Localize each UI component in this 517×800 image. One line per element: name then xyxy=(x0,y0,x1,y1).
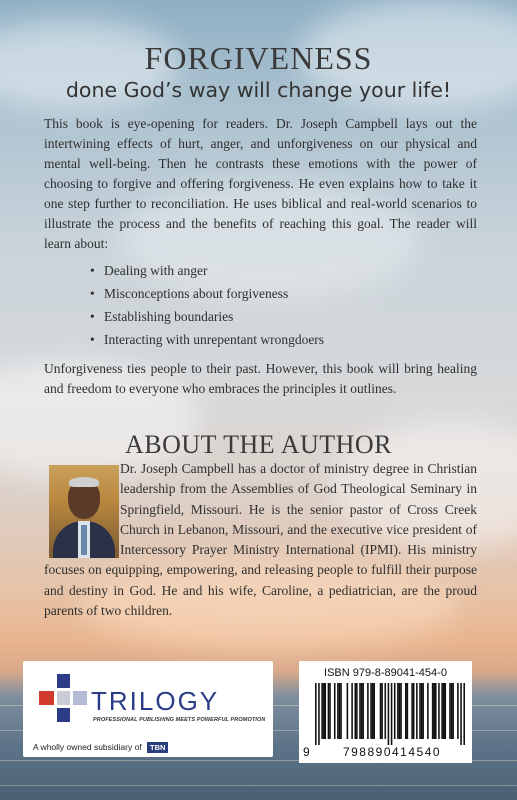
barcode-bar xyxy=(449,683,451,739)
barcode-bar xyxy=(438,683,440,739)
publisher-tagline: PROFESSIONAL PUBLISHING MEETS POWERFUL PROMOTION xyxy=(93,717,266,723)
barcode-bar xyxy=(441,683,443,739)
barcode-bar xyxy=(397,683,399,739)
barcode-bar xyxy=(329,683,331,739)
tbn-logo: TBN xyxy=(147,742,168,753)
barcode-bar xyxy=(340,683,342,739)
list-item: • Interacting with unrepentant wrongdoers xyxy=(104,330,324,353)
barcode-bar xyxy=(381,683,383,739)
barcode-bar xyxy=(463,683,465,745)
barcode-bar xyxy=(457,683,459,739)
author-bio-block xyxy=(44,459,477,621)
barcode-bar xyxy=(380,683,382,739)
ean-first-digit: 9 xyxy=(303,745,310,759)
barcode-bar xyxy=(324,683,326,739)
barcode-bar xyxy=(451,683,453,739)
barcode-bar xyxy=(399,683,401,739)
barcode-bar xyxy=(444,683,446,739)
isbn-label: ISBN 979-8-89041-454-0 xyxy=(324,667,447,679)
barcode-box xyxy=(299,661,472,763)
barcode-bar xyxy=(361,683,363,739)
barcode-bar xyxy=(433,683,435,739)
barcode-bar xyxy=(435,683,437,739)
barcode-bar xyxy=(315,683,317,745)
barcode-bar xyxy=(339,683,341,739)
barcode-bar xyxy=(432,683,434,739)
book-blurb: This book is eye-opening for readers. Dr. Joseph Campbell lays out the intertwining effects of hurt, anger, and unforgiveness on our physical and mental well-being. Then he contrasts these emotions with the power of choosing to forgive and offering forgiveness. He even explains how to take it one step further to reconciliation. He uses biblical and real-world scenarios to illustrate the process and the benefits of reaching this goal. The reader will learn about: xyxy=(44,116,477,251)
barcode-bar xyxy=(416,683,418,739)
barcode-bar xyxy=(411,683,413,739)
barcode-bar xyxy=(400,683,402,739)
book-subtitle: done God’s way will change your life! xyxy=(65,78,452,102)
barcode-bar xyxy=(419,683,421,739)
barcode-bar xyxy=(354,683,356,739)
barcode-bar xyxy=(421,683,423,739)
closing-paragraph: Unforgiveness ties people to their past. However, this book will bring healing and freedom to everyone who embraces the principles it outlines. xyxy=(44,361,477,396)
barcode-bar xyxy=(422,683,424,739)
publisher-name: TRILOGY xyxy=(91,686,220,716)
barcode-bar xyxy=(413,683,415,739)
barcode-bar xyxy=(407,683,409,739)
barcode-bar xyxy=(337,683,339,739)
barcode-bars xyxy=(315,683,465,745)
barcode-bar xyxy=(351,683,353,739)
book-title: FORGIVENESS xyxy=(144,40,373,76)
author-bio: Dr. Joseph Campbell has a doctor of ministry degree in Christian leadership from the Assemblies of God Theological Seminary in Springfield, Missouri. He is the senior pastor of Cross Creek Church in Lebanon, Missouri, and the executive vice president of Intercessory Prayer Ministry International (IPMI). His ministry focuses on equipping, empowering, and releasing people to fulfill their purpose and destiny in God. He and his wife, Caroline, a pediatrician, are the proud parents of two children. xyxy=(44,461,477,619)
barcode-bar xyxy=(372,683,374,739)
barcode-bar xyxy=(452,683,454,739)
barcode-bar xyxy=(460,683,462,745)
barcode-bar xyxy=(359,683,361,739)
barcode-bar xyxy=(391,683,393,745)
barcode-bar xyxy=(388,683,390,745)
barcode-bar xyxy=(373,683,375,739)
subsidiary-line xyxy=(33,742,168,753)
barcode-bar xyxy=(362,683,364,739)
list-item: • Dealing with anger xyxy=(104,261,324,284)
barcode-bar xyxy=(334,683,336,739)
barcode-bar xyxy=(318,683,320,745)
barcode-bar xyxy=(427,683,429,739)
barcode-bar xyxy=(405,683,407,739)
barcode-bar xyxy=(370,683,372,739)
barcode-bar xyxy=(323,683,325,739)
barcode-bar xyxy=(356,683,358,739)
list-item: • Establishing boundaries xyxy=(104,307,324,330)
topics-list xyxy=(104,261,324,353)
list-item: • Misconceptions about forgiveness xyxy=(104,284,324,307)
barcode-bar xyxy=(347,683,349,739)
publisher-logo-box xyxy=(23,661,273,757)
about-author-heading: ABOUT THE AUTHOR xyxy=(124,430,393,459)
ean-digits: 798890414540 xyxy=(342,745,442,759)
subsidiary-text: A wholly owned subsidiary of xyxy=(33,742,142,752)
barcode-bar xyxy=(367,683,369,739)
barcode-bar xyxy=(443,683,445,739)
barcode-bar xyxy=(328,683,330,739)
barcode-bar xyxy=(384,683,386,739)
barcode-bar xyxy=(321,683,323,739)
trilogy-cross-icon xyxy=(39,674,99,734)
barcode-bar xyxy=(394,683,396,739)
